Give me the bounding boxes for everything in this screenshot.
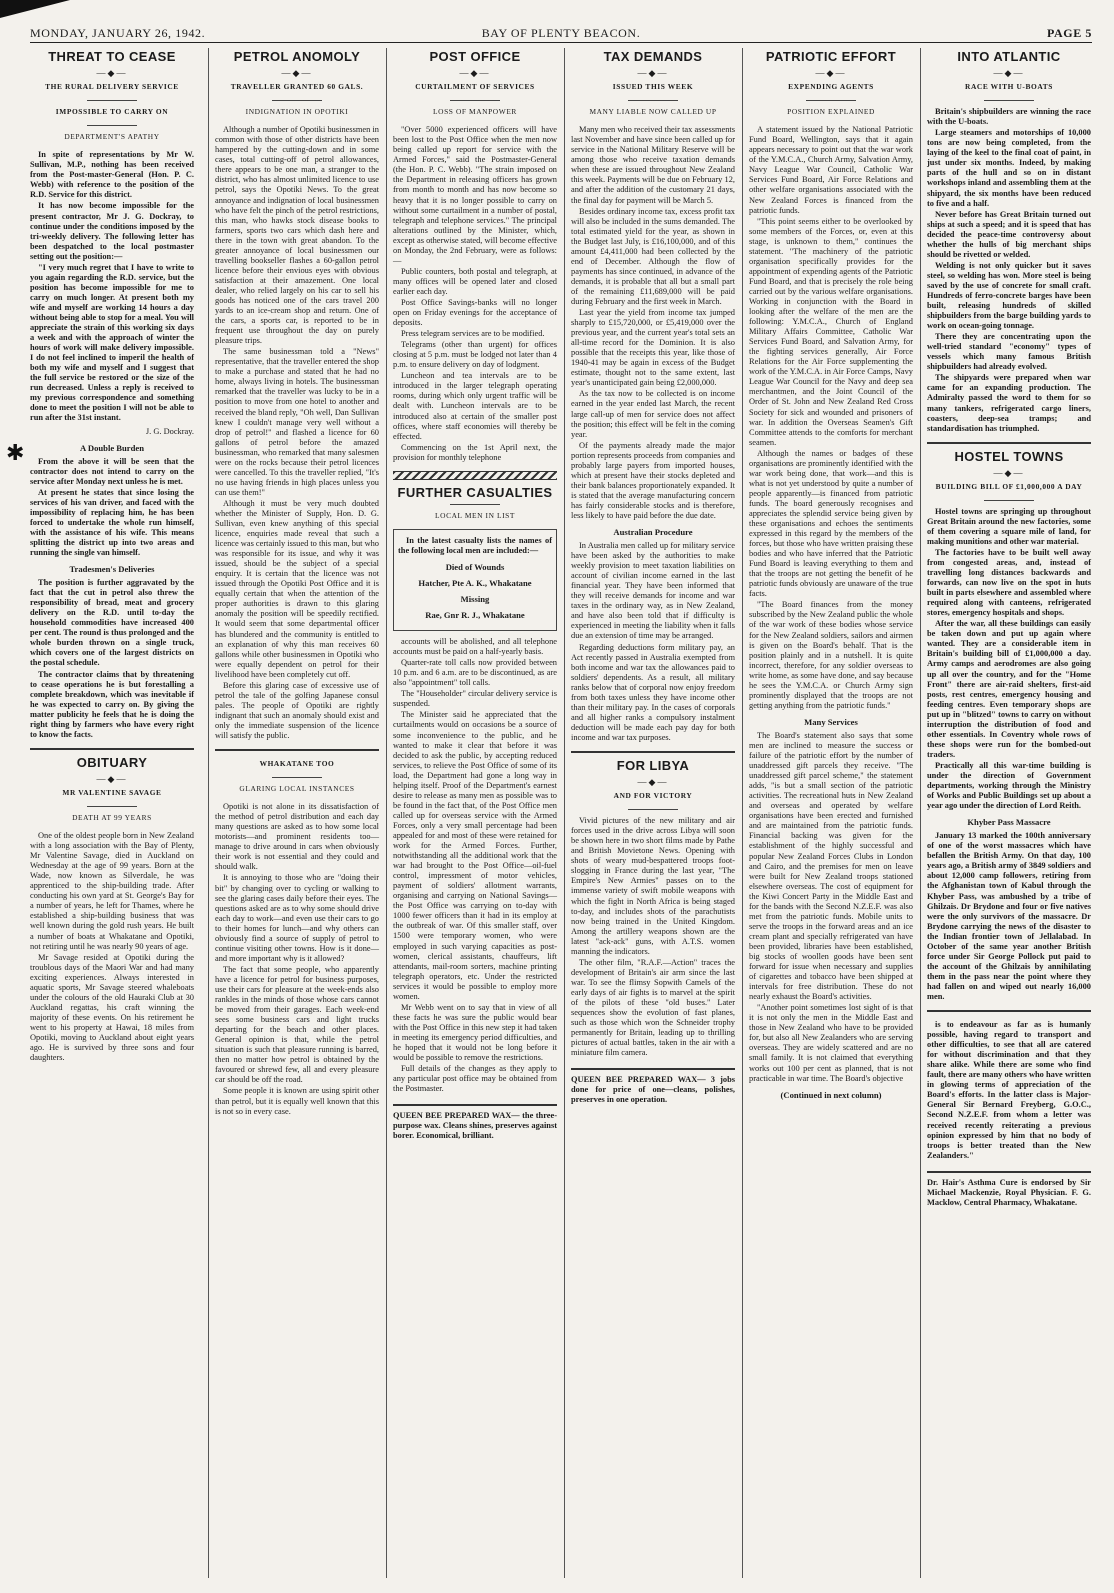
paragraph: Never before has Great Britain turned out ships at such a speed; and it is speed that has decided the peace-time controversy about whether the hulls of big merchant ships should be rivetted or welded. (927, 209, 1091, 259)
issue-date: MONDAY, JANUARY 26, 1942. (30, 26, 206, 40)
paragraph: Press telegram services are to be modified. (401, 329, 545, 339)
section-heading: Australian Procedure (613, 527, 693, 538)
section-heading: Tradesmen's Deliveries (69, 564, 155, 575)
ad-text: QUEEN BEE PREPARED WAX— the three-purpose wax. Cleans shines, preserves against borer. Economical, brilliant. (393, 1111, 557, 1141)
section-heading: A Double Burden (80, 442, 144, 453)
section-heading: Missing (460, 594, 490, 605)
ornament-dash: —◆— (637, 68, 669, 79)
headline-tax-demands: TAX DEMANDS (603, 49, 703, 64)
subhead: IMPOSSIBLE TO CARRY ON (55, 107, 169, 117)
subhead: THE RURAL DELIVERY SERVICE (45, 82, 179, 92)
short-rule (87, 806, 137, 807)
headline-obituary: OBITUARY (76, 754, 148, 770)
subhead: CURTAILMENT OF SERVICES (415, 82, 535, 92)
casualty-name: Rae, Gnr R. J., Whakatane (425, 610, 525, 621)
column-6 (920, 48, 1097, 1578)
newspaper-title: BAY OF PLENTY BEACON. (481, 26, 641, 40)
paragraph: Hostel towns are springing up throughout Great Britain around the new factories, some of them covering a square mile of land, for making munitions and other war material. (927, 506, 1091, 546)
short-rule (806, 100, 856, 101)
column-3 (386, 48, 569, 1578)
paragraph: The Board's statement also says that some men are inclined to measure the success or failure of the patriotic effort by the number of unaddressed gift parcels they receive. "The unaddressed gift parcel scheme," the statement adds, "is but a small section of the patriotic activities. The recreational huts in New Zealand and overseas and operated by welfare organisations have been erected and furnished and are maintained from the patriotic funds. Financial backing was given for the establishment of the highly successful and popular New Zealand Forces Clubs in London and Cairo, and the premises for men on leave were built for New Zealand troops stationed elsewhere overseas. The cost of equipment for the Kiwi Concert Party in the Middle East and for the bands with the Second N.Z.E.F. was also met from the patriotic funds. Mobile units to serve the troops in the forward areas and an ice cream plant and specially refrigerated van have been provided, libraries have been established, big stocks of woollen goods have been sent forward for issue when necessary and supplies of cigarettes and tobacco have been shipped at intervals for free distribution. These do not nearly exhaust the Board's activities. (749, 730, 913, 1002)
headline-hostel-towns: HOSTEL TOWNS (954, 448, 1064, 464)
continued-note: (Continued in next column) (780, 1089, 882, 1100)
headline-further-casualties: FURTHER CASUALTIES (397, 484, 553, 500)
paragraph: "I very much regret that I have to write to you again regarding the R.D. service, but the position has become impossible for me to carry on much longer. At present both my wife and myself are working 14 hours a day without being able to stop for a meal. You will appreciate the strain of this working six days a week and with the approach of winter the hours of work will make delivery impossible. I do not feel inclined to imperil the health of both my wife and myself and I suggest that the full service be restored or the size of the run decreased. Unless a reply is received to my previous correspondence and something done to meet the position I will not be able to run after the 31st instant. (30, 262, 194, 423)
column-5 (742, 48, 925, 1578)
ad-text: Dr. Hair's Asthma Cure is endorsed by Sir Michael Mackenzie, Royal Physician. F. G. Macklow, Central Pharmacy, Whakatane. (927, 1177, 1091, 1207)
short-rule (628, 100, 678, 101)
paragraph: "Over 5000 experienced officers will have been lost to the Post Office when the men now being called up report for service with the Armed Forces," said the Postmaster-General (the Hon. P. C. Webb). "The strain imposed on the Department in releasing officers has grown from month to month and has now become so heavy that it is no longer possible to carry on without some curtailment in a number of postal, telegraph and telephone services." The principal alterations outlined by the Minister, which, except as otherwise stated, will become effective on Monday, the 2nd February, were as follows:— (393, 125, 557, 265)
subhead: LOSS OF MANPOWER (433, 107, 517, 117)
torn-corner-mark (0, 0, 70, 18)
subhead: INDIGNATION IN OPOTIKI (245, 107, 349, 117)
paragraph: Public counters, both postal and telegraph, at many offices will be opened later and closed earlier each day. (393, 266, 557, 296)
headline-petrol-anomoly: PETROL ANOMOLY (233, 49, 361, 64)
paragraph: Some people it is known are using spirit other than petrol, but it is equally well known that this is not so in every case. (215, 1086, 379, 1116)
short-rule (450, 100, 500, 101)
paragraph: Besides ordinary income tax, excess profit tax will also be included in the sums demanded. The total estimated yield for the year, as shown in the Budget last July, is £16,100,000, and of this amount £4,411,000 had been collected by the end of December. Although the flow of payments has since continued, in advance of the demands, it is probable that all but a small part of the remaining £11,689,000 will be paid during February and the first week in March. (571, 206, 735, 306)
subhead: BUILDING BILL OF £1,000,000 A DAY (935, 481, 1083, 491)
ornament-dash: —◆— (96, 68, 128, 79)
paragraph: In spite of representations by Mr W. Sullivan, M.P., nothing has been received from the Post-master-General (Hon. P. C. Webb) with reference to the position of the R.D. Service for this district. (30, 150, 194, 200)
headline-post-office: POST OFFICE (429, 49, 521, 64)
subhead: RACE WITH U-BOATS (965, 82, 1053, 92)
paragraph: Before this glaring case of excessive use of petrol the tale of the golfing Japanese consul pales. The people of Opotiki are rightly indignant that such an anomaly should exist and only the immediate suspension of the licence will satisfy the public. (215, 680, 379, 740)
short-rule (87, 100, 137, 101)
paragraph: Although a number of Opotiki businessmen in common with those of other districts have been hampered by the cutting-down and in some cases, total cutting-off of petrol allowances, there appears to be one man, a stranger to the district, who has almost unlimited licence to use petrol, says the Opotiki News. To the great annoyance and indignation of local businessmen who have felt the pinch of the petrol restrictions, this man, who hawks stock disease books to farmers, sports two cars which dash here and there in the town with great abandon. To the greater annoyance of local businessmen our travelling bookseller flashes a 60-gallon petrol licence before their envious eyes with obvious satisfaction at their amazement. One local dealer, who relied largely on his car to sell his goods has noticed one of the cars travel 200 yards to an ice-cream shop and return. One of the cars, a sports car, is reported to be in frequent use throughout the day on purely pleasure trips. (215, 125, 379, 346)
advertisement (393, 1104, 557, 1141)
paragraph: accounts will be abolished, and all telephone accounts must be paid on a half-yearly basis. (393, 637, 557, 657)
paragraph: January 13 marked the 100th anniversary of one of the worst massacres which have befallen the British Army. On that day, 100 years ago, a British army of 3849 soldiers and about 12,000 camp followers, retiring from the Afghanistan town of Kabul through the Khyber Pass, was ambushed by a tribe of Ghilzais. Dr Brydone and four or five natives were the only survivors of the massacre. Dr Brydone carrying the news of the disaster to the Indian frontier town of Jellalabad. In October of the same year another British force under Sir George Pollock put paid to the account of the Ghilzais by annihilating them in the pass near the point where they had fallen on and wiped out nearly 16,000 men. (927, 831, 1091, 1001)
casualty-box (393, 529, 557, 631)
short-rule (87, 125, 137, 126)
paragraph: The contractor claims that by threatening to cease operations he is but forestalling a complete breakdown, which was inevitable if he was expected to carry on. By giving the matter publicity he feels that he is doing the right thing by farmers who have every right to know the facts. (30, 669, 194, 739)
paragraph: Regarding deductions form military pay, an Act recently passed in Australia exempted from both income and war tax the allowances paid to soldiers' dependents. As a result, all military ranks below that of corporal now enjoy freedom from both taxes unless they have income other than their military pay. In the cases of corporals and all higher ranks a compulsory instalment deduction will be made each pay day for both income and war tax purposes. (571, 642, 735, 742)
paragraph: The Minister said he appreciated that the curtailments would on occasions be a source of some inconvenience to the public, and he wanted to make it clear that before it was decided to ask the public, by accepting reduced services, to relieve the Post Office of some of its load, the Department had gone a long way in helping itself. Proof of the Department's earnest desire to release as many men as possible was to be found in the fact that, of the Post Office men called up for overseas service with the Armed Forces, only a very small percentage had been appealed for and most of these were retained for work for the Armed Forces. Further, notwithstanding all the additional work that the war had brought to the Post Office—oil-fuel control, impressment of motor vehicles, payment of soldiers' allotment warrants, organising and carrying on National Savings—the Post Office was carrying on to-day with 1000 fewer officers than it had in its employ at the outbreak of war. Of this smaller staff, over 1500 were temporary women, who were employed in such varying capacities as post-women, clerical assistants, chauffeurs, lift attendants, mail-room sorters, machine printing telegraph operators, etc. Under the restricted services it would be possible to employ more women. (393, 710, 557, 1001)
ornamental-border (393, 471, 557, 480)
paragraph: In the latest casualty lists the names of the following local men are included:— (398, 535, 552, 555)
paragraph: As the tax now to be collected is on income earned in the year ended last March, the recent large call-up of men for service does not affect the position; this effect will be felt in the coming year. (571, 389, 735, 439)
divider (30, 748, 194, 750)
subhead: MR VALENTINE SAVAGE (62, 787, 162, 797)
subhead: EXPENDING AGENTS (788, 82, 874, 92)
paragraph: From the above it will be seen that the contractor does not intend to carry on the service after Monday next unless he is met. (30, 456, 194, 486)
casualty-name: Hatcher, Pte A. K., Whakatane (418, 577, 532, 588)
paragraph: Quarter-rate toll calls now provided between 10 p.m. and 6 a.m. are to be discontinued, as are also "appointment" toll calls. (393, 658, 557, 688)
section-heading: Died of Wounds (445, 561, 505, 572)
advertisement (927, 1171, 1091, 1208)
paragraph: "The Board finances from the money subscribed by the New Zealand public the whole of the war work of these bodies whose service for the New Zealand soldiers, sailors and airmen is given on the Board's behalf. That is the position plainly and in a nutshell. It is quite incorrect, therefore, for any soldier overseas to write home, as some have done, and say because he sees the Y.M.C.A. or Church Army sign prominently displayed that the troops are not getting anything from the patriotic funds." (749, 600, 913, 710)
divider (571, 751, 735, 753)
paragraph: Last year the yield from income tax jumped sharply to £15,720,000, or £5,419,000 over the previous year, and the current year's total sets an all-time record for the Dominion. It is also possible that the receipts this year, like those of 1940-41 may be again in excess of the Budget estimate, thought not to the same extent, last year's unanticipated gain being £2,000,000. (571, 308, 735, 388)
paragraph: At present he states that since losing the services of his van driver, and faced with the impossibility of replacing him, he has been forced to undertake the whole run himself, with the assistance of his wife. This means splitting the district up into two areas and running the single van himself. (30, 487, 194, 558)
page-number: PAGE 5 (1046, 26, 1092, 40)
ad-text: QUEEN BEE PREPARED WAX— 3 jobs done for price of one—cleans, polishes, preserves in one operation. (571, 1075, 735, 1105)
paragraph: It has now become impossible for the present contractor, Mr J. G. Dockray, to continue under the conditions imposed by the tri-weekly delivery. The following letter has been despatched to the local postmaster setting out the position:— (30, 201, 194, 261)
short-rule (272, 777, 322, 778)
paragraph: The other film, "R.A.F.—Action" traces the development of Britain's air arm since the last war. To see the flimsy Sopwith Camels of the early days of air fights is to marvel at the spirit of the pilots of these "old buses." Later sequences show the evolution of fast planes, such as those which won the Schneider trophy permanently for Britain, leading up to thrilling pictures of actual battles, taken in the air with a miniature film camera. (571, 957, 735, 1058)
subhead: DEATH AT 99 YEARS (72, 813, 152, 822)
short-rule (450, 504, 500, 505)
paragraph: After the war, all these buildings can easily be taken down and put up again where wanted. They are a considerable item in Britain's building bill of £1,000,000 a day. Army camps and aerodromes are also going up all over the country, and for the "Home Front" there are air-raid shelters, first-aid posts, rest centres, emergency housing and feeding centres. Even temporary shops are put up in "blitzed" towns to carry on without interruption the distribution of food and other essentials. In Coventry whole rows of these shops were run for the bombed-out traders. (927, 619, 1091, 759)
ornament-dash: —◆— (281, 68, 313, 79)
headline-whakatane-too: WHAKATANE TOO (259, 759, 335, 769)
paragraph: Commencing on the 1st April next, the provision for monthly telephone (393, 442, 557, 462)
divider (927, 1010, 1091, 1012)
paragraph: Many men who received their tax assessments last November and have since been called up for service in the National Military Reserve will be among those who receive taxation demands when these are issued throughout New Zealand this week. Payments will be due on February 12, and after the addition of the customary 21 days, the final day for payment will be March 5. (571, 125, 735, 205)
paragraph: Luncheon and tea intervals are to be introduced in the larger telegraph operating rooms, during which only urgent traffic will be dealt with. Luncheon intervals are to be introduced also at certain of the smaller post offices, where staff economies will thereby be effected. (393, 371, 557, 441)
paragraph: Large steamers and motorships of 10,000 tons are now being completed, from the laying of the keel to the final coat of paint, in just under six months. Indeed, by making parts of the hull and so on in distant workshops inland and assembling them at the shipyard, the six months have been reduced to five and a half. (927, 128, 1091, 208)
advertisement (571, 1068, 735, 1105)
paragraph: A statement issued by the National Patriotic Fund Board, Wellington, says that it again appears necessary to point out that the war work of the Y.M.C.A., Church Army, Salvation Army, Navy League War Council, Catholic War Services Fund Board, Air Force Relations and other welfare organisations associated with the New Zealand Forces is financed from the patriotic funds. (749, 125, 913, 215)
column-4 (564, 48, 747, 1578)
paragraph: The shipyards were prepared when war came for an expanding production. The Admiralty passed the word to them for so many tankers, refrigerated cargo liners, coasters, deep-sea tramps; and standardisation has triumphed. (927, 373, 1091, 433)
column-2 (208, 48, 391, 1578)
headline-for-libya: FOR LIBYA (616, 758, 690, 773)
divider (215, 749, 379, 751)
subhead: DEPARTMENT'S APATHY (64, 132, 160, 142)
headline-threat-to-cease: THREAT TO CEASE (48, 49, 176, 64)
paragraph: Opotiki is not alone in its dissatisfaction of the method of petrol distribution and each day many questions are asked as to how some local motorists—and prominent residents too—manage to drive around in cars when obviously their work is not essential and they could and should walk. (215, 802, 379, 872)
subhead: ISSUED THIS WEEK (612, 82, 694, 92)
paragraph: Post Office Savings-banks will no longer open on Friday evenings for the acceptance of deposits. (393, 297, 557, 328)
newspaper-columns (30, 48, 1094, 1578)
paragraph: In Australia men called up for military service have been asked by the authorities to make weekly provision to meet taxation liabilities on account of civilian income earned in the last financial year. They have been informed that they will receive demands for income and war taxes in the ordinary way, as in New Zealand, and have also been told that if difficulty is experienced in meeting the liability when it falls due an extension of time may be arranged. (571, 541, 735, 641)
ornament-dash: —◆— (993, 467, 1025, 478)
paragraph: "This point seems either to be overlooked by some members of the Forces, or, even at this stage, is unknown to them," continues the statement. "The machinery of the patriotic organisation specifically provides for the appointment of expending agents of the Patriotic Fund Board, and that is precisely the role being carried out by the various welfare organisations. Working in conjunction with the Board in looking after the welfare of the men are the following: Y.M.C.A., Church of England Military Affairs Committee, Catholic War Services Fund Board, and Salvation Army, for the fighting services generally, Air Force Relations for the Air Force supplementing the work of the Y.M.C.A. in Air Force Camps, Navy League War Council for the Navy and deep sea merchantmen, and the Joint Council of the Order of St. John and New Zealand Red Cross Society for sick and wounded and prisoners of war. In addition the Overseas Seamen's Gift Committee attends to the comforts for merchant seamen. (749, 216, 913, 447)
paragraph: Mr Webb went on to say that in view of all these facts he was sure the public would bear with the Post Office in this new step it had taken in meeting its emergency period difficulties, and he hoped that it would not be long before it would be possible to remove the restrictions. (393, 1002, 557, 1063)
paragraph: The "Householder" circular delivery service is suspended. (393, 689, 557, 709)
paragraph: Full details of the changes as they apply to any particular post office may be obtained from the Postmaster. (393, 1064, 557, 1094)
paragraph: Welding is not only quicker but it saves steel, so welding has won. More steel is being saved by the use of concrete for small craft. Hundreds of ferro-concrete barges have been built, releasing hundreds of skilled shipbuilders from the barge building yards to work on ocean-going tonnage. (927, 260, 1091, 331)
subhead: MANY LIABLE NOW CALLED UP (589, 107, 717, 117)
headline-into-atlantic: INTO ATLANTIC (957, 49, 1061, 64)
section-heading: Many Services (804, 716, 858, 727)
short-rule (272, 100, 322, 101)
paragraph: There they are concentrating upon the well-tried standard "economy" types of vessels which many famous British shipbuilders had already evolved. (927, 332, 1091, 372)
paragraph: One of the oldest people born in New Zealand with a long association with the Bay of Plenty, Mr Valentine Savage, died in Auckland on Wednesday at the age of 99 years. Born at the Wade, now known as Silverdale, he was apprenticed to the ship-building trade. After conducting his own yard at St. George's Bay for a number of years, he left for Thames, where he established a ship-building business that was well known during the gold rush years. He built a number of boats at Whakatane and Opotiki, not retiring until he was nearly 90 years of age. (30, 831, 194, 951)
paragraph: Mr Savage resided at Opotiki during the troublous days of the Maori War and had many exciting experiences. Always interested in aquatic sports, Mr Savage steered whaleboats under the colours of the old Hauraki Club at 30 Auckland regattas, his craft winning the majority of these events. On his retirement he went to his property at Hawai, 18 miles from Opotiki, moving to Auckland about eight years ago. He is survived by three sons and four daughters. (30, 952, 194, 1063)
paragraph: The position is further aggravated by the fact that the cut in petrol also threw the responsibility of bread, meat and grocery delivery on the R.D. until to-day the household commodities have increased 400 per cent. The round is thus prolonged and the whole burden thrown on a single truck, which covers one of the largest districts on the postal schedule. (30, 578, 194, 668)
paragraph: is to endeavour as far as is humanly possible, having regard to transport and other difficulties, to see that all are catered for without discrimination and that they share alike. While there are some who find fault, there are many others who have written in glowing terms of appreciation of the Board's efforts. In the latter class is Major-General Sir Bernard Freyberg, G.O.C., Second N.Z.E.F. from whom a letter was received recently reiterating a previous opinion expressed by him that no body of troops is better treated than the New Zealanders." (927, 1020, 1091, 1160)
ornament-dash: —◆— (637, 777, 669, 788)
signature: J. G. Dockray. (145, 426, 194, 436)
ornament-dash: —◆— (993, 68, 1025, 79)
section-heading: Khyber Pass Massacre (967, 817, 1051, 828)
short-rule (984, 500, 1034, 501)
divider (927, 442, 1091, 444)
subhead: AND FOR VICTORY (613, 791, 693, 801)
page-header (30, 26, 1092, 43)
paragraph: Although the names or badges of these organisations are prominently identified with the war work being done, that work—and this is what is not yet understood by quite a number of people apparently—is financed from patriotic funds. The board generously recognises and appreciates the splendid service being given by these organisations and echoes the sentiments expressed in this regard by the members of the forces, but those who have written praising these bodies and who have inferred that the Patriotic Fund Board is leaving everything to them and that the troops are not getting the benefit of he patriotic funds obviously are unaware of the true facts. (749, 448, 913, 599)
paragraph: Vivid pictures of the new military and air forces used in the drive across Libya will soon be shown here in two short films made by Pathe and British Movietone News. Opening with shots of weary mud-bespattered troops foot-slogging in France during the last year, "The Empire's New Armies" passes on to the immense variety of swift mobile weapons with which the fight in North Africa is being staged to-day, and includes shots of the parachutists now being trained in the United Kingdom. Among the artillery weapons shown are the latest "ack-ack" guns, with A.T.S. women manning the indicators. (571, 816, 735, 956)
paragraph: Telegrams (other than urgent) for offices closing at 5 p.m. must be lodged not later than 4 p.m. to ensure delivery on day of lodgment. (393, 340, 557, 370)
column-1 (30, 48, 206, 1578)
subhead: TRAVELLER GRANTED 60 GALS. (230, 82, 364, 92)
short-rule (984, 100, 1034, 101)
paragraph: "Another point sometimes lost sight of is that it is not only the men in the Middle East and those in New Zealand who have to be provided for, but also all New Zealanders who are serving overseas. They are widely scattered and are no small family. It is not claimed that everything works out 100 per cent as planned, that is not practicable in war time. The Board's objective (749, 1003, 913, 1083)
paragraph: Practically all this war-time building is under the direction of Government departments, working through the Ministry of Works and Public Buildings set up about a year ago under the direction of Lord Reith. (927, 760, 1091, 811)
headline-patriotic-effort: PATRIOTIC EFFORT (765, 49, 897, 64)
ink-blot-mark: ✱ (6, 440, 25, 465)
subhead: POSITION EXPLAINED (787, 107, 875, 117)
ornament-dash: —◆— (815, 68, 847, 79)
short-rule (628, 809, 678, 810)
ornament-dash: —◆— (459, 68, 491, 79)
paragraph: Of the payments already made the major portion represents proceeds from companies and probably large payers from imported houses, which at present have their stocks depleted and their bank balances proportionately expanded. It is stated that the average manufacturing concern has fairly considerable stocks and is therefore, less likely to have paid before the due date. (571, 440, 735, 520)
subhead: GLARING LOCAL INSTANCES (239, 784, 355, 794)
paragraph: Although it must be very much doubted whether the Minister of Supply, Hon. D. G. Sullivan, even knew anything of this special licence, enquiries made reveal that such a licence was certainly issued to this man, but who was responsible for its issue, and why it was issued, should be the subject of a special enquiry. It is certain that the licence was not issued through the Opotiki Post Office and it is equally certain that when the attention of the proper authorities is drawn to this glaring anomaly the position will be speedily rectified. It would seem that some departmental officer has blundered and the community is entitled to an explanation of why this man receives 60 gallons while other businessmen in Opotiki who were equally dependent on petrol for their livelihood have been completely cut off. (215, 498, 379, 679)
paragraph: It is annoying to those who are "doing their bit" by changing over to cycling or walking to see the glaring cases daily before their eyes. The questions asked are as to why some should drive each day to work—and even use their cars to go to their homes for lunch—and why others can obviously find a source of supply of petrol to continue visiting other towns. How is it done—and more important why is it allowed? (215, 873, 379, 963)
paragraph: The same businessman told a "News" representative, that the traveller entered the shop to make a purchase and stated that he had no home, always living in hotels. The businessman remarked that the traveller was lucky to be in a position to move from one hotel to another and received the bland reply, "Oh well, Dan Sullivan knew I couldn't manage very well without a drop of petrol!" and flashed a licence for 60 gallons of petrol before the amazed businessman, who remarked that many salesmen were on the rocks because their petrol licences were cancelled. To this the traveller replied, "It's no use having friends in high places unless you can use them!" (215, 347, 379, 497)
paragraph: Britain's shipbuilders are winning the race with the U-boats. (927, 107, 1091, 127)
paragraph: The fact that some people, who apparently have a licence for petrol for business purposes, use their cars for pleasure at the week-ends also rankles in the minds of those whose cars cannot be moved from their garages. Each week-end sees some business cars and light trucks departing for the beach and other places. General opinion is that, while the petrol situation is such that pleasure running is barred, then no matter how petrol is obtained by the favoured or shrewd few, all and every pleasure car should be off the road. (215, 964, 379, 1085)
subhead: LOCAL MEN IN LIST (435, 510, 515, 520)
ornament-dash: —◆— (96, 773, 128, 784)
paragraph: The factories have to be built well away from congested areas, and, instead of travelling long distances backwards and forwards, can now live on the spot in huts built in parts elsewhere and assembled where required along with canteens, refrigerated stores, emergency hospitals and shops. (927, 547, 1091, 618)
